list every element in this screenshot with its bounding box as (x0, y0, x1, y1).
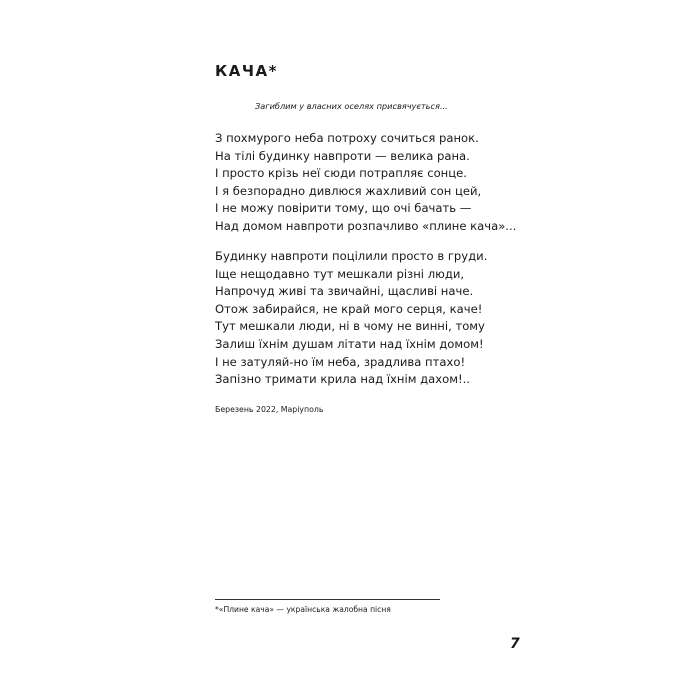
poem-line: На тілі будинку навпроти — велика рана. (215, 148, 470, 163)
page-number: 7 (510, 636, 520, 652)
poem-line: Тут мешкали люди, ні в чому не винні, тому (215, 319, 485, 334)
poem-line: І не затуляй-но їм неба, зрадлива птахо! (215, 354, 466, 369)
poem-line: Іще нещодавно тут мешкали різні люди, (215, 266, 465, 281)
poem-line: Залиш їхнім душам літати над їхнім домом! (215, 336, 484, 351)
poem-line: Напрочуд живі та звичайні, щасливі наче. (215, 284, 474, 299)
poem-line: З похмурого неба потроху сочиться ранок. (215, 131, 479, 145)
poem-line: І не можу повірити тому, що очі бачать — (215, 201, 472, 216)
poem-line: І просто крізь неї сюди потрапляє сонце. (215, 166, 467, 181)
poem-line: Будинку навпроти поцілили просто в груди. (215, 249, 488, 263)
poem-place-date: Березень 2022, Маріуполь (215, 405, 324, 414)
poem-line: Отож забирайся, не край мого серця, каче! (215, 301, 483, 316)
stanza-2 (215, 248, 487, 389)
poem-line: І я безпорадно дивлюся жахливий сон цей, (215, 183, 482, 198)
poem-dedication: Загиблим у власних оселях присвячується... (255, 101, 448, 111)
poem-line: Над домом навпроти розпачливо «плине кача»... (215, 218, 517, 233)
poem-title: КАЧА* (215, 62, 278, 80)
poem-line: Запізно тримати крила над їхнім дахом!.. (215, 372, 470, 387)
footnote-divider (215, 599, 440, 600)
footnote: *«Плине кача» — українська жалобна пісня (215, 605, 391, 614)
stanza-1 (215, 130, 516, 236)
